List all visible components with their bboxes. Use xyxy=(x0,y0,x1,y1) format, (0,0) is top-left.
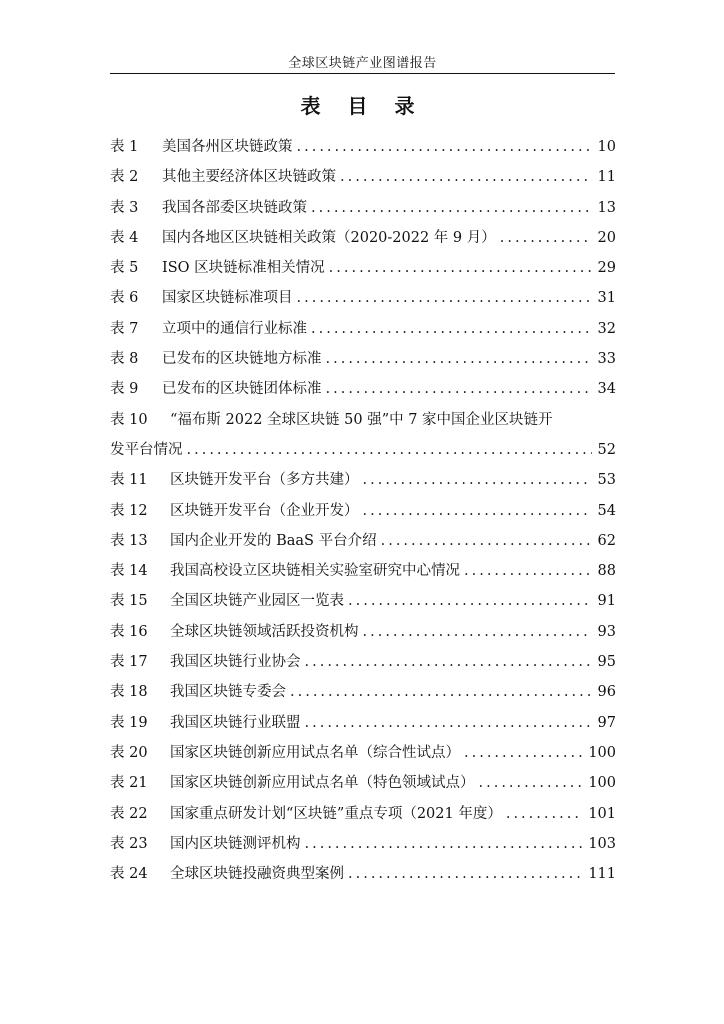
toc-label: 表 18 xyxy=(110,684,148,701)
toc-entry[interactable] xyxy=(110,768,616,798)
toc-entry[interactable] xyxy=(110,647,616,677)
toc-label: 表 15 xyxy=(110,593,148,610)
toc-label: 表 20 xyxy=(110,744,148,761)
toc-text: 我国高校设立区块链相关实验室研究中心情况 xyxy=(170,563,460,580)
toc-leader xyxy=(297,283,592,313)
toc-entry[interactable] xyxy=(110,193,616,223)
toc-text: 全国区块链产业园区一览表 xyxy=(170,593,344,610)
toc-page: 52 xyxy=(597,441,616,458)
toc-label: 表 11 xyxy=(110,472,148,489)
toc-leader xyxy=(348,586,592,616)
toc-label: 表 21 xyxy=(110,775,148,792)
toc-leader xyxy=(297,132,592,162)
toc-leader xyxy=(464,738,582,768)
toc-text: 国内区块链测评机构 xyxy=(170,835,301,852)
toc-entry[interactable] xyxy=(110,253,616,283)
toc-entry[interactable] xyxy=(110,496,616,526)
toc-page: 13 xyxy=(597,199,616,216)
toc-entry-continuation[interactable] xyxy=(110,435,616,465)
toc-entry[interactable] xyxy=(110,556,616,586)
toc-text: 国家区块链标准项目 xyxy=(162,290,293,307)
toc-label: 表 24 xyxy=(110,866,148,883)
toc-leader xyxy=(479,768,583,798)
toc-text: 全球区块链投融资典型案例 xyxy=(170,866,344,883)
toc-leader xyxy=(464,556,592,586)
toc-leader xyxy=(326,344,592,374)
toc-page: 10 xyxy=(597,139,616,155)
toc-label: 表 13 xyxy=(110,532,148,549)
toc-text: 美国各州区块链政策 xyxy=(162,139,293,155)
header-rule xyxy=(110,73,615,74)
toc-text: 国家区块链创新应用试点名单（特色领域试点） xyxy=(170,775,475,792)
toc-label: 表 14 xyxy=(110,563,148,580)
toc-leader xyxy=(305,829,583,859)
toc-entry[interactable] xyxy=(110,799,616,829)
toc-text: 立项中的通信行业标准 xyxy=(162,320,307,337)
toc-page: 101 xyxy=(588,805,616,822)
toc-label: 表 2 xyxy=(110,169,139,186)
toc-label: 表 12 xyxy=(110,502,148,519)
toc-page: 97 xyxy=(597,714,616,731)
toc-entry[interactable] xyxy=(110,617,616,647)
toc-page: 31 xyxy=(597,290,616,307)
toc-leader xyxy=(506,799,582,829)
toc-text: 全球区块链领域活跃投资机构 xyxy=(170,623,359,640)
toc-entry[interactable] xyxy=(110,859,616,889)
toc-entry[interactable] xyxy=(110,314,616,344)
toc-leader xyxy=(187,435,592,465)
toc-page: 100 xyxy=(588,744,616,761)
toc-text: 国内各地区区块链相关政策（2020-2022 年 9 月） xyxy=(162,229,496,246)
toc-text-continuation: 发平台情况 xyxy=(110,441,183,458)
toc-text: 国家区块链创新应用试点名单（综合性试点） xyxy=(170,744,460,761)
toc-text: “福布斯 2022 全球区块链 50 强”中 7 家中国企业区块链开 xyxy=(170,411,553,428)
toc-text: 我国区块链行业联盟 xyxy=(170,714,301,731)
toc-leader xyxy=(363,465,592,495)
toc-text: 国内企业开发的 BaaS 平台介绍 xyxy=(170,532,377,549)
toc-entry[interactable] xyxy=(110,344,616,374)
toc-entry[interactable] xyxy=(110,162,616,192)
toc-page: 96 xyxy=(597,684,616,701)
toc-text: 区块链开发平台（企业开发） xyxy=(170,502,359,519)
toc-page: 88 xyxy=(597,563,616,580)
toc-label: 表 5 xyxy=(110,260,139,277)
toc-entry[interactable] xyxy=(110,586,616,616)
toc-page: 62 xyxy=(597,532,616,549)
toc-label: 表 8 xyxy=(110,351,139,368)
toc-label: 表 16 xyxy=(110,623,148,640)
toc-label: 表 4 xyxy=(110,229,139,246)
page-title: 表 目 录 xyxy=(300,94,425,118)
toc-leader xyxy=(500,223,592,253)
toc-entry[interactable] xyxy=(110,465,616,495)
toc-page: 93 xyxy=(597,623,616,640)
toc-text: 我国区块链行业协会 xyxy=(170,654,301,671)
toc-entry-first-line[interactable] xyxy=(110,405,616,435)
toc-label: 表 6 xyxy=(110,290,139,307)
toc-leader xyxy=(348,859,582,889)
toc-entry[interactable] xyxy=(110,283,616,313)
toc-text: 其他主要经济体区块链政策 xyxy=(162,169,336,186)
toc-leader xyxy=(340,162,592,192)
toc-leader xyxy=(381,526,592,556)
toc-text: 已发布的区块链地方标准 xyxy=(162,351,322,368)
toc-leader xyxy=(311,314,592,344)
toc-text: 已发布的区块链团体标准 xyxy=(162,381,322,398)
toc-page: 91 xyxy=(597,593,616,610)
toc-leader xyxy=(305,708,592,738)
toc-page: 29 xyxy=(597,260,616,277)
toc-label: 表 7 xyxy=(110,320,139,337)
toc-text: 我国各部委区块链政策 xyxy=(162,199,307,216)
toc-page: 95 xyxy=(597,654,616,671)
toc-label: 表 3 xyxy=(110,199,139,216)
toc-page: 34 xyxy=(597,381,616,398)
toc-leader xyxy=(290,677,592,707)
toc-leader xyxy=(326,374,592,404)
toc-page: 11 xyxy=(597,169,616,186)
toc-page: 111 xyxy=(588,866,616,883)
toc-leader xyxy=(305,647,592,677)
toc-entry[interactable] xyxy=(110,132,616,162)
toc-page: 20 xyxy=(597,229,616,246)
toc-entry[interactable] xyxy=(110,223,616,253)
toc-label: 表 23 xyxy=(110,835,148,852)
toc-label: 表 10 xyxy=(110,411,148,428)
toc-entry[interactable] xyxy=(110,738,616,768)
toc-label: 表 9 xyxy=(110,381,139,398)
toc-entry[interactable] xyxy=(110,829,616,859)
toc-leader xyxy=(363,617,592,647)
toc-label: 表 19 xyxy=(110,714,148,731)
toc-leader xyxy=(329,253,592,283)
toc-label: 表 17 xyxy=(110,654,148,671)
running-header: 全球区块链产业图谱报告 xyxy=(288,56,437,71)
toc-leader xyxy=(311,193,592,223)
toc-text: 我国区块链专委会 xyxy=(170,684,286,701)
toc-text: 国家重点研发计划“区块链”重点专项（2021 年度） xyxy=(170,805,502,822)
toc-page: 53 xyxy=(597,472,616,489)
toc-page: 54 xyxy=(597,502,616,519)
toc-page: 33 xyxy=(597,351,616,368)
toc-entry[interactable] xyxy=(110,708,616,738)
toc-entry[interactable] xyxy=(110,677,616,707)
toc-label: 表 22 xyxy=(110,805,148,822)
toc-leader xyxy=(363,496,592,526)
toc-entry[interactable] xyxy=(110,526,616,556)
toc-page: 100 xyxy=(588,775,616,792)
toc-label: 表 1 xyxy=(110,139,139,155)
toc-text: ISO 区块链标准相关情况 xyxy=(162,260,325,277)
toc-text: 区块链开发平台（多方共建） xyxy=(170,472,359,489)
toc-page: 32 xyxy=(597,320,616,337)
toc-page: 103 xyxy=(588,835,616,852)
table-of-contents xyxy=(110,132,616,889)
toc-entry[interactable] xyxy=(110,374,616,404)
